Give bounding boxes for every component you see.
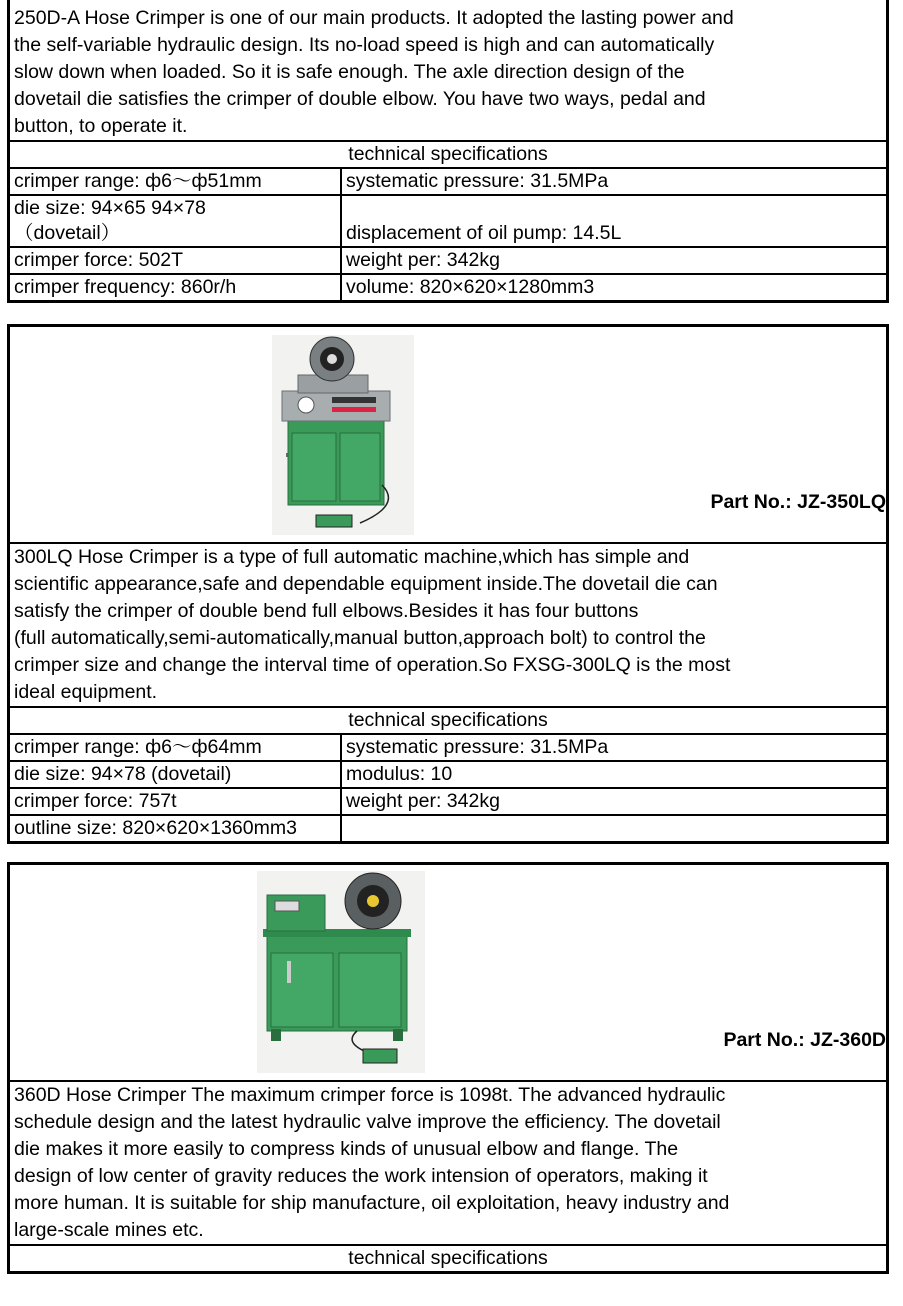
product-250d-block	[7, 0, 889, 303]
product-description: 300LQ Hose Crimper is a type of full automatic machine,which has simple and scientific appearance,safe and dependable equipment inside.The dovetail die can satisfy the crimper of double bend full elbows.Besides it has four buttons (full automatically,semi-automatically,manual button,approach bolt) to control the crimper size and change the interval time of operation.So FXSG-300LQ is the most ideal equipment.	[14, 546, 731, 703]
spec-cell: volume: 820×620×1280mm3	[346, 276, 595, 298]
spec-cell: outline size: 820×620×1360mm3	[10, 816, 342, 841]
spec-cell: crimper frequency: 860r/h	[10, 275, 342, 300]
spec-row	[10, 167, 886, 194]
spec-cell: crimper range: ф6～ф51mm	[10, 169, 342, 194]
spec-header: technical specifications	[348, 1247, 548, 1269]
spec-header: technical specifications	[348, 143, 548, 165]
spec-header-row	[10, 140, 886, 167]
spec-row	[10, 814, 886, 841]
spec-cell: die size: 94×78 (dovetail)	[10, 762, 342, 787]
spec-cell: weight per: 342kg	[346, 790, 500, 812]
spec-row	[10, 273, 886, 300]
spec-cell: displacement of oil pump: 14.5L	[346, 222, 622, 244]
part-number: Part No.: JZ-350LQ	[710, 491, 886, 513]
product-360d-block	[7, 862, 889, 1274]
product-photo-area	[10, 327, 886, 542]
hose-crimper-350lq-photo	[272, 335, 414, 535]
spec-cell: crimper force: 757t	[10, 789, 342, 814]
spec-row	[10, 787, 886, 814]
spec-row	[10, 733, 886, 760]
part-number: Part No.: JZ-360D	[723, 1029, 886, 1051]
spec-header-row	[10, 1244, 886, 1271]
description-row	[10, 542, 886, 706]
product-350lq-block	[7, 324, 889, 844]
spec-cell: crimper range: ф6～ф64mm	[10, 735, 342, 760]
spec-cell: modulus: 10	[346, 763, 453, 785]
spec-cell: die size: 94×65 94×78 （dovetail）	[10, 196, 342, 246]
spec-row	[10, 246, 886, 273]
product-description: 250D-A Hose Crimper is one of our main products. It adopted the lasting power and the self-variable hydraulic design. Its no-load speed is high and can automatically slow down when loaded. So it is safe enough. The axle direction design of the dovetail die satisfies the crimper of double elbow. You have two ways, pedal and button, to operate it.	[14, 7, 734, 137]
product-photo-area	[10, 865, 886, 1080]
product-description: 360D Hose Crimper The maximum crimper force is 1098t. The advanced hydraulic schedule design and the latest hydraulic valve improve the efficiency. The dovetail die makes it more easily to compress kinds of unusual elbow and flange. The design of low center of gravity reduces the work intension of operators, making it more human. It is suitable for ship manufacture, oil exploitation, heavy industry and large-scale mines etc.	[14, 1084, 730, 1241]
spec-cell: systematic pressure: 31.5MPa	[346, 170, 609, 192]
spec-row	[10, 194, 886, 246]
spec-cell: crimper force: 502T	[10, 248, 342, 273]
spec-header-row	[10, 706, 886, 733]
spec-row	[10, 760, 886, 787]
spec-cell: systematic pressure: 31.5MPa	[346, 736, 609, 758]
description-row	[10, 1080, 886, 1244]
spec-cell	[342, 816, 886, 841]
spec-header: technical specifications	[348, 709, 548, 731]
hose-crimper-360d-photo	[257, 871, 425, 1073]
spec-cell: weight per: 342kg	[346, 249, 500, 271]
